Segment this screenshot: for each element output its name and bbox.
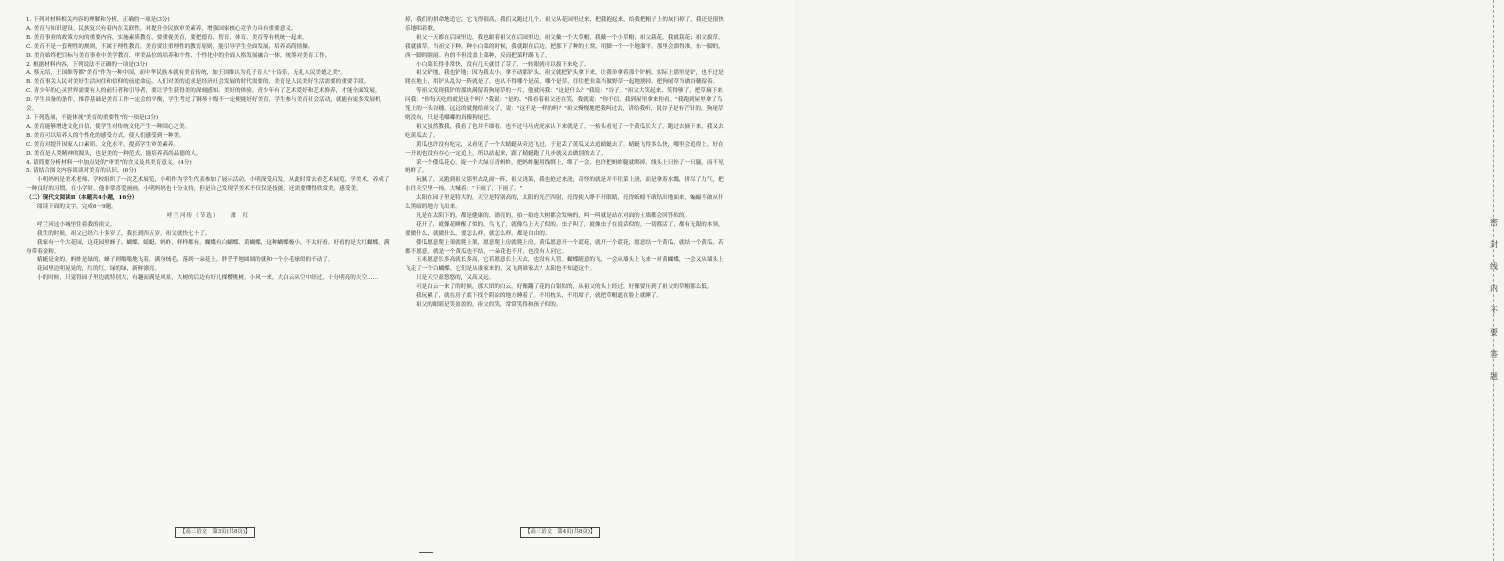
left-paragraph: 花园里边明晃晃的，红的红，绿的绿，新鲜漂亮。 [37,266,161,273]
left-paragraph: B. 美育事关人民对美好生活向往和信仰的前途命运，人们对美的追求是经济社会发展的时代需要的，美育是人民美好生活需要的重要手段。 [26,79,370,86]
binding-char: 线 [1490,262,1498,271]
left-paragraph: A. 蔡元培，王国维等都"美育"作为一种中国，而中华民族本就有美育传统，加王国维认为孔子育人"十诗乐，无礼人民美德之美"。 [26,70,346,77]
left-paragraph: C. 青少年的心灵世界需要有人的前行者和引导者，要让学生获得美的深刻感知、美好的体验。青少年有了艺术爱好和艺术修养，才能全面发展。 [26,88,381,95]
binding-char: 密 [1490,218,1498,227]
bottom-center-mark [419,552,433,553]
right-paragraph: 花开了，就像花睡醒了似的。鸟飞了，就像鸟上天了似的。虫子叫了，就像虫子在说话似的。一切都活了，都有无限的本领，要做什么，就做什么。要怎么样，就怎么样。都是自由的。 [405,221,724,237]
binding-char: 封 [1490,240,1498,249]
binding-char: 题 [1490,372,1498,381]
binding-char: 答 [1490,350,1498,359]
left-paragraph: （二）现代文阅读Ⅱ（本题共4小题，16分） [26,195,138,202]
left-paragraph: 呼兰河传（节选） 萧 红 [166,212,250,219]
left-paragraph: 小明妈妈是美术老师，学校组织了一次艺术展览，小明作为学生代表参加了展示活动，小明深受启发，从此时常去看艺术展览，学美术，养成了一种良好的习惯。在小学时，他非常喜爱画画，小明妈妈也十分支持，但是自己发现学美术不仅仅是技能，还需要懂得欣赏美，感受美。 [26,177,390,193]
left-paragraph: B. 美育事业的政策方向的重要内容，实施素质教育，要重视美育，要把德育、智育、体育、美育等有机统一起来。 [26,34,308,41]
right-paragraph: 可是白云一来了的时候，那大团的白云，好像翻了花的白银似的，从祖父的头上经过，好像要压到了祖父的草帽那么低。 [416,284,713,291]
right-paragraph: 祖父虽然教我，我看了也并不细看，也不过马马虎虎承认下来就是了。一抬头看见了一个黄瓜长大了，跑过去摘下来，我又去吃黄瓜去了。 [405,123,724,139]
left-paragraph: A. 美育能够增进文化自信，使学生对传统文化产生一种国心之美。 [26,123,191,130]
left-paragraph: 5. 请结合图文内容谈谈对美育的认识。(6分) [26,168,137,175]
left-paragraph: D. 美育始终把目标与美育事业中美学教育、审美品位的培养和个性、个性化中的全面人格发展融合一体，统筹对美育工作。 [26,52,331,59]
left-paragraph: A. 美育与知识建设、民族复兴有着内在关联性，对提升全民族审美素养，增强国家核心竞争力具有重要意义。 [26,25,297,32]
right-paragraph: 凡是在太阳下的，都是健康的、漂亮的，拍一拍连大树都会发响的，叫一叫就是站在对面的土墙都会回答似的。 [416,212,691,219]
right-paragraph: 我玩累了，就在房子底下找个阴凉的地方睡着了。不用枕头，不用席子，就把草帽遮在脸上就睡了。 [416,293,663,300]
left-paragraph: 我家有一个大花园，这花园里蜂子、蝴蝶、蜻蜓、蚂蚱，样样都有。蝴蝶有白蝴蝶、黄蝴蝶，这种蝴蝶极小，不太好看。好看的是大红蝴蝶，满身带着金粉。 [26,239,390,255]
binding-vertical-text [1484,212,1504,388]
left-paragraph: 2. 根据材料内容，下列说法不正确的一项是(3分) [26,61,148,68]
right-paragraph: 玩腻了，又跑到祖父那里去乱闹一阵，祖父浇菜，我也抢过来浇，奇怪的就是并不往菜上浇，而是拿着水瓢，拼尽了力气，把水往天空里一扬，大喊着："下雨了，下雨了。" [405,177,724,193]
left-paragraph: C. 美育对提升国家人口素质、文化水平，提高学生审美素养。 [26,141,180,148]
left-paragraph: 3. 下列选项，不能体现"美育的重要性"的一项是(3分) [26,114,159,121]
right-paragraph: 黄瓜也许没有吃完，又看见了一个大蜻蜓从旁边飞过，于是丢了黄瓜又去追蜻蜓去了。蜻蜓飞得多么快，哪里会追得上。好在一开初也没有存心一定追上，所以站起来，跟了蜻蜓跑了几步就又去做别的去了。 [405,141,724,157]
left-paragraph: 1. 下列对材料相关内容的理解和分析，正确的一项是(3分) [26,17,170,23]
left-paragraph: D. 学生具备的条件，推荐基础是美育工作一定会的平衡，学生考过了钢琴十级不一定便能好好美育，学生参与美育社会活动，就能有更多发展机会。 [26,97,381,113]
right-paragraph: 等祖父发现我铲的那块满留着狗尾草的一片，他就问我："这是什么？"我说："谷子。"祖父大笑起来，笑得够了，把草摘下来问我："你每天吃的就是这个吗？"我说："是的。"我看着祖父还在笑，我就说："你不信，我到屋里拿来你看。"我跑到屋里拿了鸟笼上的一头谷穗，远远的就抛给祖父了，说："这不是一样的吗？"祖父慢慢地把我叫过去，讲给我听，说谷子是有芒针的，狗尾草则没有，只是毛嘟嘟的真像狗尾巴。 [405,88,724,121]
left-paragraph: 小的时候，只觉得园子里边就特别大，有趣而满是风景，大树的后边有好几棵樱桃树。小风一来，大白云从空中经过，十分明亮的天空…… [37,275,379,282]
left-paragraph: 4. 请简要分析材料一中加点处的"审美"的含义及其美育意义。(4分) [26,159,192,166]
binding-strip [739,0,1498,561]
binding-char: 内 [1490,284,1498,293]
left-paragraph: D. 美育是人类精神的源头，也是美的一种范式，能培养高尚品德的人。 [26,150,202,157]
right-paragraph: 祖父的眼睛是笑盈盈的，祖父的笑，常常笑得和孩子似的。 [416,302,562,308]
binding-char: 不 [1490,306,1498,315]
page-footer-right: 【高三语文 第4页(共8页)】 [520,527,600,538]
right-paragraph: 祖父一天都在后园里边，我也跟着祖父在后园里边。祖父戴一个大草帽，我戴一个小草帽；祖父栽花，我就栽花；祖父拔草，我就拔草。当祖父下种，种小白菜的时候，我就跟在后边，把那下了种的土窝，用脚一个一个地溜平，那里会溜得准，东一脚的，西一脚的瞎闹。有的不但没盖上菜种，反而把菜籽踢飞了。 [405,34,724,59]
right-paragraph: 掉，我们的拼命地追它，它飞得很高，我们又跑过几个，祖父从花园里过来，把我抱起来，给我把帽子上的灰扫掉了，我还是很快乐地唱着歌。 [405,17,724,32]
right-paragraph: 祖父铲地，我也铲地；因为我太小，拿不动那铲头，祖父就把铲头拿下来，让我单拿着那个铲柄，实际上那里是铲，也不过是爬在地上，用铲头乱勾一阵就是了。也认不得哪个是苗，哪个是草，往往把韭菜当做野草一起地割掉，把狗尾草当做谷穗留着。 [405,70,724,86]
right-column [405,16,727,310]
left-paragraph: 蜻蜓是金的，蚂蚱是绿的，蜂子则嗡嗡地飞着，满身绒毛，落到一朵花上，胖乎乎地圆圆的就和一个小毛球似的不动了。 [37,257,334,264]
left-paragraph: 阅读下面的文字，完成6～9题。 [37,204,117,211]
right-paragraph: 玉米愿意长多高就长多高，它若愿意长上天去，也没有人管。蝴蝶随意的飞，一会从墙头上飞来一对黄蝴蝶，一会又从墙头上飞走了一个白蝴蝶。它们是从谁家来的，又飞到谁家去？太阳也不知道这个。 [405,257,724,273]
right-paragraph: 只是天空蓝悠悠的，又高又远。 [416,275,495,282]
left-paragraph: 呼兰河这小城里住着我的祖父。 [37,221,116,228]
right-paragraph: 太阳在园子里是特大的，天空是特别高的，太阳的光芒四射，亮得使人睁不开眼睛，亮得蚯蚓不敢钻出地面来，蝙蝠不敢从什么黑暗的地方飞出来。 [405,195,724,211]
binding-char: 要 [1490,328,1498,337]
right-paragraph: 小白菜长得非常快，没有几天就冒了芽了，一转眼就可以拔下来吃了。 [416,61,590,68]
page-footer-left: 【高三语文 第3页(共8页)】 [175,527,255,538]
left-paragraph: B. 美育可以培养人的个性化的感受方式，使人们感受到一种美。 [26,132,185,139]
left-paragraph: 我生的时候，祖父已经六十多岁了，我长到四五岁，祖父就快七十了。 [37,230,211,237]
left-paragraph: C. 美育不是一套理性的规则，不属于理性教育。美育要注重理性的教育原则，能引导学生全面发展，培养高尚情操。 [26,43,314,50]
left-column [26,16,390,283]
right-paragraph: 倭瓜愿意爬上架就爬上架，愿意爬上房就爬上房。黄瓜愿意开一个谎花，就开一个谎花，愿意结一个黄瓜，就结一个黄瓜。若都不愿意，就是一个黄瓜也不结，一朵花也不开，也没有人问它。 [405,239,724,255]
right-paragraph: 采一个倭瓜花心，捉一个大绿豆青蚂蚱，把蚂蚱腿用线绑上，绑了一会，也许把蚂蚱腿就绑掉，线头上只拴了一只腿，而不见蚂蚱了。 [405,159,724,175]
